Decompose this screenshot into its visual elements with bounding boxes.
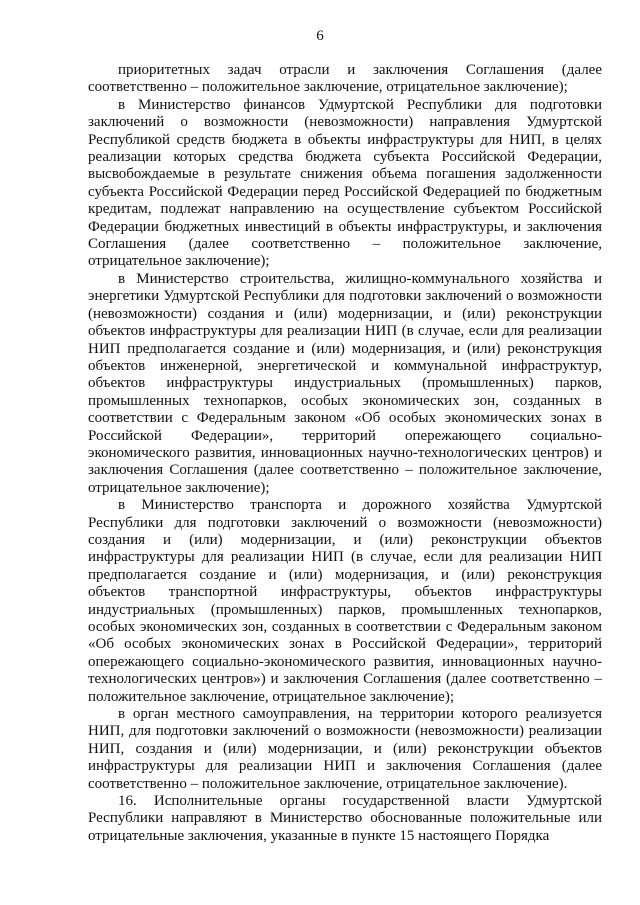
paragraph-continuation: приоритетных задач отрасли и заключения Соглашения (далее соответственно – положительное заключение, отрицательное заключение); <box>88 62 602 96</box>
paragraph-ministry-finance: в Министерство финансов Удмуртской Республики для подготовки заключений о возможности (невозможности) направления Удмуртской Республикой средств бюджета в объекты инфраструктуры для НИП, в целях реализации которых средства бюджета субъекта Российской Федерации, высвобождаемые в результате снижения объема погашения задолженности субъекта Российской Федерации перед Российской Федерацией по бюджетным кредитам, подлежат направлению на осуществление субъектом Российской Федерации бюджетных инвестиций в объекты инфраструктуры, и заключения Соглашения (далее соответственно – положительное заключение, отрицательное заключение); <box>88 96 602 270</box>
paragraph-local-government: в орган местного самоуправления, на территории которого реализуется НИП, для подготовки заключений о возможности (невозможности) реализации НИП, создания и (или) модернизации, и (или) реконструкции объектов инфраструктуры для реализации НИП и заключения Соглашения (далее соответственно – положительное заключение, отрицательное заключение). <box>88 706 602 792</box>
page-number: 6 <box>316 28 324 44</box>
paragraph-ministry-construction: в Министерство строительства, жилищно-коммунального хозяйства и энергетики Удмуртской Республики для подготовки заключений о возможности (невозможности) создания и (или) модернизации, и (или) реконструкции объектов инфраструктуры для реализации НИП (в случае, если для реализации НИП предполагается создание и (или) модернизация, и (или) реконструкция объектов инженерной, энергетической и коммунальной инфраструктур, объектов инфраструктуры индустриальных (промышленных) парков, промышленных технопарков, особых экономических зон, созданных в соответствии с Федеральным законом «Об особых экономических зонах в Российской Федерации», территорий опережающего социально-экономического развития, инновационных научно-технологических центров) и заключения Соглашения (далее соответственно – положительное заключение, отрицательное заключение); <box>88 270 602 496</box>
paragraph-item-16: 16. Исполнительные органы государственной власти Удмуртской Республики направляют в Министерство обоснованные положительные или отрицательные заключения, указанные в пункте 15 настоящего Порядка <box>88 793 602 844</box>
document-body <box>88 62 602 845</box>
paragraph-ministry-transport: в Министерство транспорта и дорожного хозяйства Удмуртской Республики для подготовки заключений о возможности (невозможности) создания и (или) модернизации, и (или) реконструкции объектов инфраструктуры для реализации НИП (в случае, если для реализации НИП предполагается создание и (или) модернизация, и (или) реконструкция объектов транспортной инфраструктуры, объектов инфраструктуры индустриальных (промышленных) парков, промышленных технопарков, особых экономических зон, созданных в соответствии с Федеральным законом «Об особых экономических зонах в Российской Федерации», территорий опережающего социально-экономического развития, инновационных научно-технологических центров») и заключения Соглашения (далее соответственно – положительное заключение, отрицательное заключение); <box>88 497 602 705</box>
